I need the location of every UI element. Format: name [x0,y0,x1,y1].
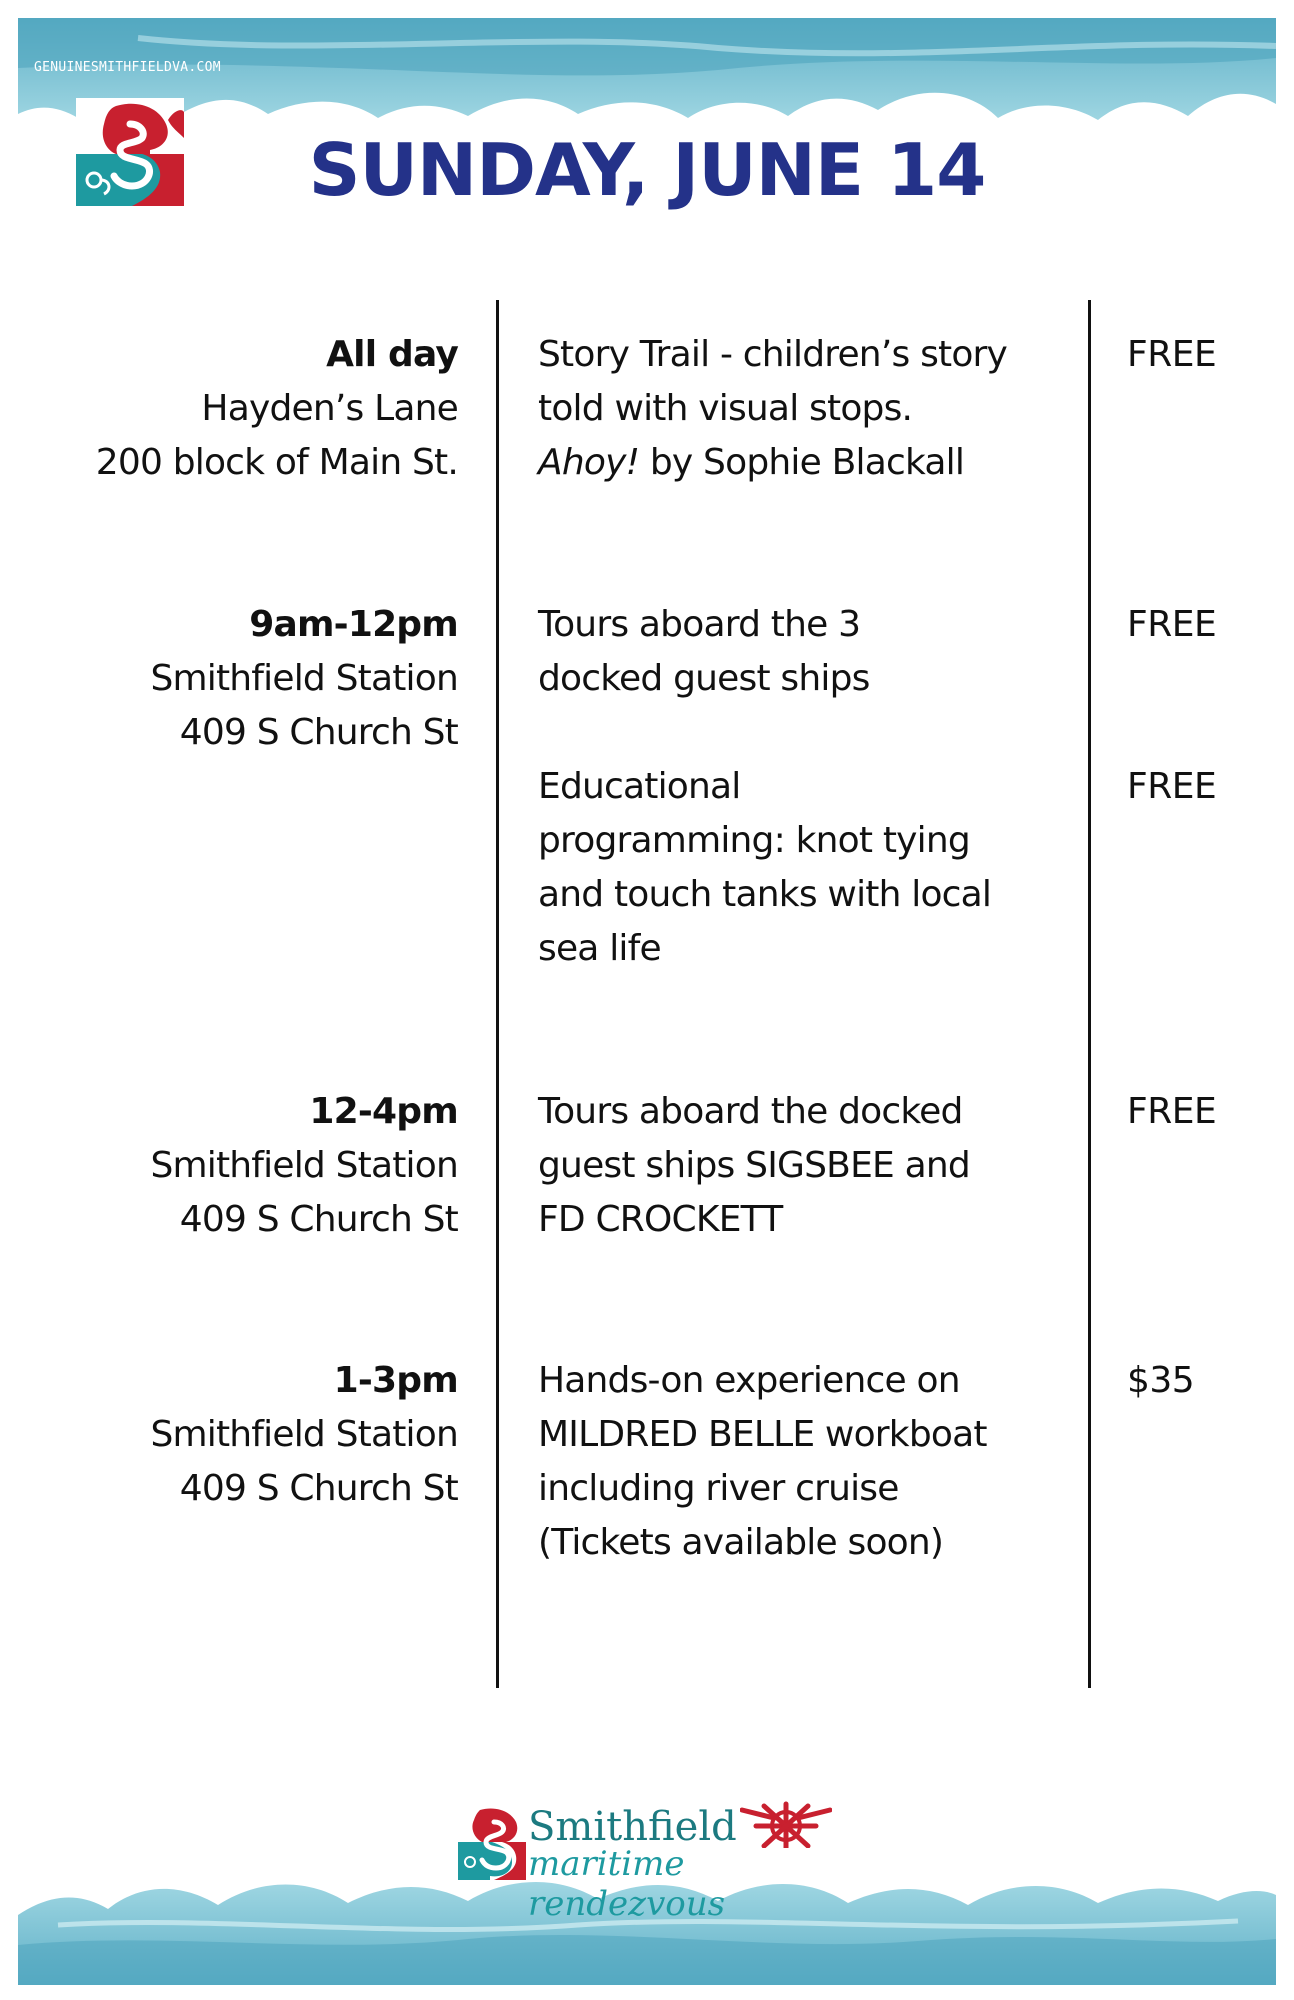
event-time: 1-3pm [333,1360,458,1401]
event-time: All day [326,334,458,375]
event-address: 200 block of Main St. [95,442,458,483]
description-line: docked guest ships [538,658,870,699]
event-description [538,760,1068,976]
event-description [538,598,1068,706]
event-price: FREE [1127,1091,1217,1132]
ship-wheel-icon [740,1800,832,1848]
description-line: FD CROCKETT [538,1199,783,1240]
schedule-when-morning [150,598,458,760]
description-line: (Tickets available soon) [538,1522,944,1563]
event-address: 409 S Church St [179,1199,458,1240]
description-line: Hands-on experience on [538,1360,960,1401]
event-location: Smithfield Station [150,1145,458,1186]
footer-brand-logo [458,1800,838,1924]
footer-brand-tagline: maritime rendezvous [528,1844,726,1924]
description-line: including river cruise [538,1468,899,1509]
event-time: 12-4pm [309,1091,458,1132]
event-price: FREE [1127,766,1217,807]
schedule-when-allday [96,328,458,490]
event-price: FREE [1127,604,1217,645]
description-line: told with visual stops. [538,388,913,429]
description-line: MILDRED BELLE workboat [538,1414,987,1455]
description-line: Educational [538,766,741,807]
site-url[interactable]: GENUINESMITHFIELDVA.COM [34,60,221,75]
description-line: Story Trail - children’s story [538,334,1008,375]
column-divider-right [1088,300,1091,1688]
event-price: FREE [1127,334,1217,375]
footer-brand-name: Smithfield [528,1804,737,1850]
event-location: Hayden’s Lane [201,388,458,429]
event-description [538,1085,1068,1247]
event-price: $35 [1127,1360,1195,1401]
event-location: Smithfield Station [150,1414,458,1455]
event-description [538,328,1068,490]
description-line-book [538,436,1068,490]
description-line: guest ships SIGSBEE and [538,1145,970,1186]
event-time: 9am-12pm [249,604,458,645]
description-line: programming: knot tying [538,820,970,861]
description-line: Tours aboard the 3 [538,604,861,645]
description-line: Tours aboard the docked [538,1091,963,1132]
event-description [538,1354,1068,1570]
schedule-when-afternoon [150,1354,458,1516]
page-title: SUNDAY, JUNE 14 [308,128,986,212]
column-divider-left [496,300,499,1688]
event-address: 409 S Church St [179,712,458,753]
schedule-when-midday [150,1085,458,1247]
event-location: Smithfield Station [150,658,458,699]
book-author: by Sophie Blackall [639,442,965,483]
description-line: sea life [538,928,661,969]
smithfield-s-icon [458,1806,526,1880]
book-title: Ahoy! [538,442,640,483]
event-address: 409 S Church St [179,1468,458,1509]
description-line: and touch tanks with local [538,874,992,915]
